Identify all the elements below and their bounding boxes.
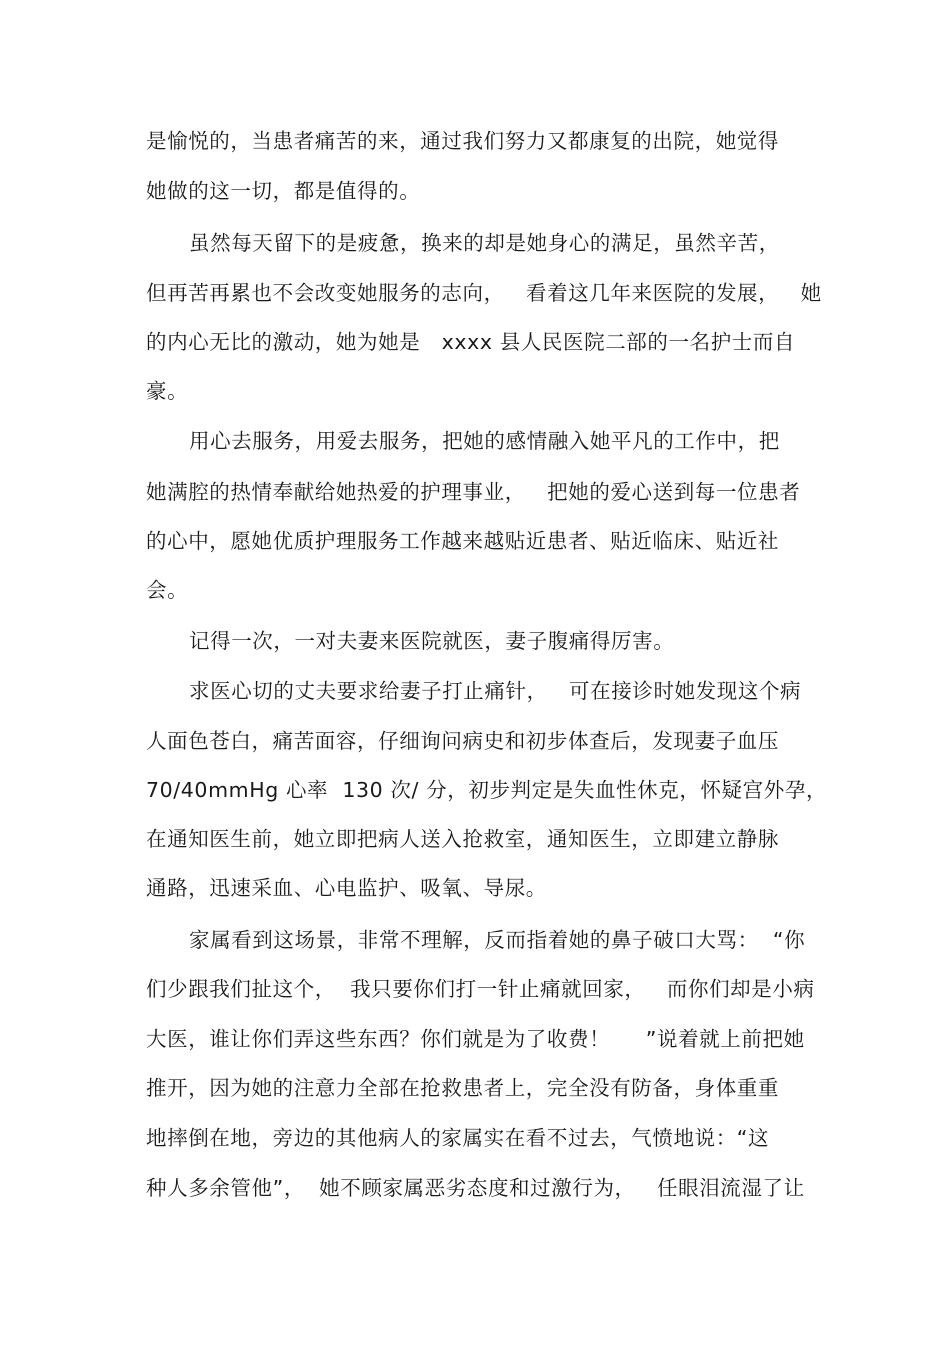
text-line: 大医，谁让你们弄这些东西？你们就是为了收费！ ”说着就上前把她 bbox=[146, 1027, 805, 1051]
text-line: 用心去服务，用爱去服务，把她的感情融入她平凡的工作中，把 bbox=[189, 429, 780, 453]
text-line: 虽然每天留下的是疲惫，换来的却是她身心的满足，虽然辛苦， bbox=[189, 231, 780, 255]
text-line: 人面色苍白，痛苦面容，仔细询问病史和初步体查后，发现妻子血压 bbox=[146, 729, 779, 753]
text-line: 通路，迅速采血、心电监护、吸氧、导尿。 bbox=[146, 876, 547, 900]
text-line: 70/40mmHg 心率 130 次/ 分，初步判定是失血性休克，怀疑宫外孕， bbox=[146, 778, 828, 802]
text-line: 但再苦再累也不会改变她服务的志向， 看着这几年来医院的发展， 她 bbox=[146, 281, 822, 305]
text-line: 的心中，愿她优质护理服务工作越来越贴近患者、贴近临床、贴近社 bbox=[146, 529, 779, 553]
text-line: 豪。 bbox=[146, 379, 189, 403]
text-line: 地摔倒在地，旁边的其他病人的家属实在看不过去，气愤地说：“这 bbox=[146, 1126, 770, 1150]
text-line: 会。 bbox=[146, 578, 189, 602]
text-line: 在通知医生前，她立即把病人送入抢救室，通知医生，立即建立静脉 bbox=[146, 827, 779, 851]
text-line: 们少跟我们扯这个， 我只要你们打一针止痛就回家， 而你们却是小病 bbox=[146, 977, 815, 1001]
text-line: 推开，因为她的注意力全部在抢救患者上，完全没有防备，身体重重 bbox=[146, 1076, 779, 1100]
text-line: 记得一次，一对夫妻来医院就医，妻子腹痛得厉害。 bbox=[189, 629, 675, 653]
text-line: 求医心切的丈夫要求给妻子打止痛针， 可在接诊时她发现这个病 bbox=[189, 679, 802, 703]
text-line: 她满腔的热情奉献给她热爱的护理事业， 把她的爱心送到每一位患者 bbox=[146, 480, 801, 504]
text-line: 的内心无比的激动，她为她是 xxxx 县人民医院二部的一名护士而自 bbox=[146, 330, 796, 354]
text-line: 种人多余管他”， 她不顾家属恶劣态度和过激行为， 任眼泪流湿了让 bbox=[146, 1176, 805, 1200]
text-line: 是愉悦的，当患者痛苦的来，通过我们努力又都康复的出院，她觉得 bbox=[146, 129, 779, 153]
text-line: 她做的这一切，都是值得的。 bbox=[146, 179, 421, 203]
text-line: 家属看到这场景，非常不理解，反而指着她的鼻子破口大骂： “你 bbox=[189, 928, 806, 952]
